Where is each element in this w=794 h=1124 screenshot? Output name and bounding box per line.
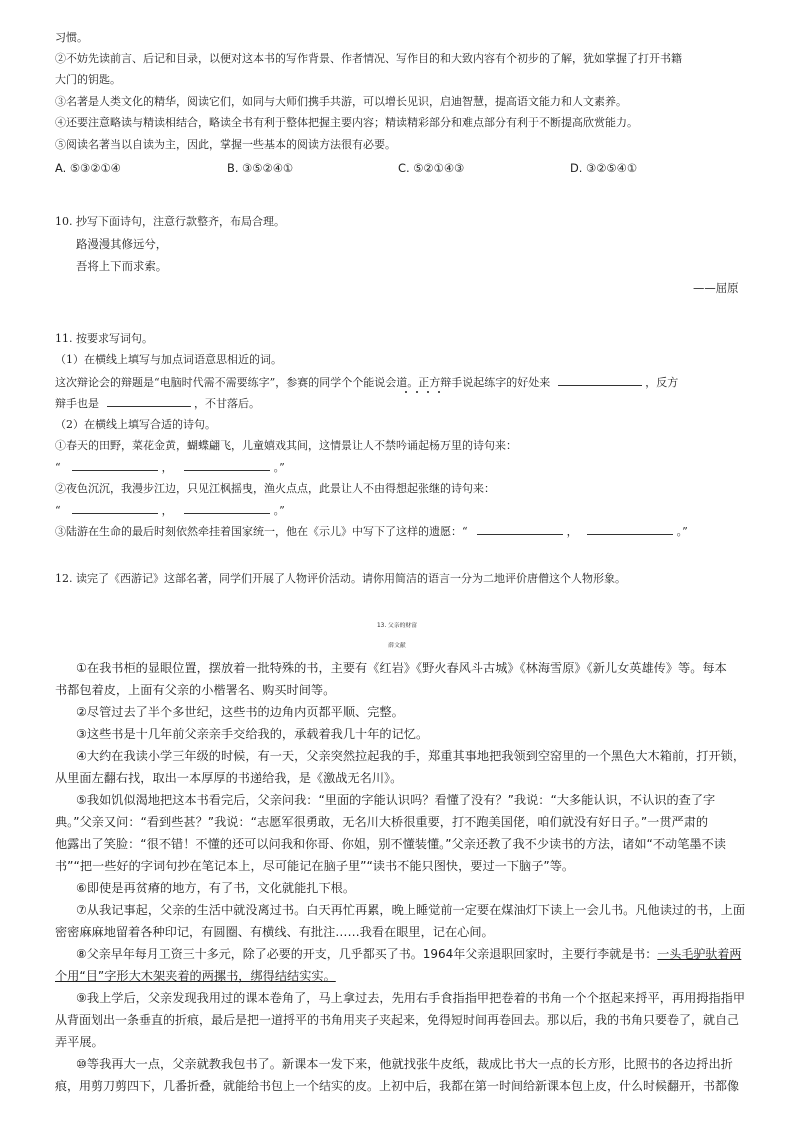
para-4-cont: 从里面左翻右找，取出一本厚厚的书递给我，是《激战无名川》。: [55, 771, 403, 785]
para-8-text: ⑧父亲早年每月工资三十多元，除了必要的开支，几乎都买了书。1964年父亲退职回家时，主要行李就是书：: [76, 947, 658, 961]
q11-sentence-tail-2: ，不甘落后。: [194, 397, 260, 410]
statement-3: ③名著是人类文化的精华，阅读它们，如同与大师们携手共游，可以增长见识，启迪智慧，提高语文能力和人文素养。: [55, 95, 627, 108]
para-1-cont: 书都包着皮，上面有父亲的小楷署名、购买时间等。: [55, 683, 336, 697]
q11-sentence-tail: ，反方: [645, 376, 679, 389]
q11-part1-sentence-2: [55, 395, 260, 412]
option-d[interactable]: D. ③②⑤④①: [570, 161, 638, 175]
q11-sentence-text-2: 辩手也是: [55, 397, 99, 410]
poem-line-2: 吾将上下而求索。: [76, 259, 168, 273]
answer-blank-6[interactable]: [184, 502, 270, 514]
prompt-3-text: ③陆游在生命的最后时刻依然牵挂着国家统一，他在《示儿》中写下了这样的遗愿：“: [55, 525, 468, 538]
para-5: ⑤我如饥似渴地把这本书看完后，父亲问我：“里面的字能认识吗？看懂了没有？”我说：“大多能认识，不认识的查了字: [76, 793, 716, 807]
answer-blank-5[interactable]: [72, 502, 158, 514]
para-3: ③这些书是十几年前父亲亲手交给我的，承载着我几十年的记忆。: [76, 727, 429, 741]
answer-blank-7[interactable]: [477, 523, 563, 535]
para-9: ⑨我上学后，父亲发现我用过的课本卷角了，马上拿过去，先用右手食指指甲把卷着的书角一个个抠起来捋平，再用拇指指甲: [76, 991, 746, 1005]
statement-2-cont: 大门的钥匙。: [55, 73, 121, 86]
poem-prompt-2: ②夜色沉沉，我漫步江边，只见江枫摇曳，渔火点点，此景让人不由得想起张继的诗句来：: [55, 482, 495, 495]
emphasis-dot: [438, 391, 440, 393]
option-c[interactable]: C. ⑤②①④③: [398, 161, 465, 175]
comma: ，: [161, 461, 173, 474]
answer-blank-8[interactable]: [587, 523, 673, 535]
q11-part1: （1）在横线上填写与加点词语意思相近的词。: [55, 353, 282, 366]
quote-close: 。”: [273, 461, 285, 474]
q10-stem: 10. 抄写下面诗句，注意行款整齐，布局合理。: [55, 215, 285, 228]
para-9-cont-2: 弄平展。: [55, 1035, 104, 1049]
para-2: ②尽管过去了半个多世纪，这些书的边角内页都平顺、完整。: [76, 705, 404, 719]
para-1: ①在我书柜的显眼位置，摆放着一批特殊的书，主要有《红岩》《野火春风斗古城》《林海雪原》《新儿女英雄传》等。每本: [76, 661, 727, 675]
statement-4: ④还要注意略读与精读相结合，略读全书有利于整体把握主要内容；精读精彩部分和难点部分有利于不断提高欣赏能力。: [55, 116, 638, 129]
para-5-cont-2: 他露出了笑脸：“很不错！不懂的还可以问我和你哥、你姐，别不懂装懂。”父亲还教了我不少读书的方法，诸如“不动笔墨不读: [55, 837, 726, 851]
quote-close: 。”: [273, 504, 285, 517]
answer-blank-3[interactable]: [72, 459, 158, 471]
answer-blank-4[interactable]: [184, 459, 270, 471]
statement-5: ⑤阅读名著当以自读为主，因此，掌握一些基本的阅读方法很有必要。: [55, 138, 396, 151]
option-a[interactable]: A. ⑤③②①④: [55, 161, 121, 175]
para-10: ⑩等我再大一点，父亲就教我包书了。新课本一发下来，他就找张牛皮纸，裁成比书大一点的长方形，比照书的各边捋出折: [76, 1057, 733, 1071]
quote-close: 。”: [676, 525, 688, 538]
para-8: [76, 946, 741, 962]
quote-mark: “: [55, 504, 61, 517]
para-7: ⑦从我记事起，父亲的生活中就没离过书。白天再忙再累，晚上睡觉前一定要在煤油灯下读上一会儿书。凡他读过的书，上面: [76, 903, 746, 917]
continuation-line: 习惯。: [55, 31, 88, 44]
poem-prompt-3: [55, 523, 688, 540]
comma: ，: [566, 525, 578, 538]
para-9-cont-1: 从背面划出一条垂直的折痕，最后是把一道捋平的书角用夹子夹起来，免得短时间再卷回去。那以后，我的书角只要卷了，就自己: [55, 1013, 740, 1027]
poem-author: ——屈原: [693, 281, 739, 295]
option-b[interactable]: B. ③⑤②④①: [227, 161, 294, 175]
answer-blank-2[interactable]: [107, 395, 191, 407]
q12-stem: 12. 读完了《西游记》这部名著，同学们开展了人物评价活动。请你用简洁的语言一分为二地评价唐僧这个人物形象。: [55, 572, 626, 585]
para-7-cont: 密密麻麻地留着各种印记，有圆圈、有横线、有批注……我看在眼里，记在心间。: [55, 925, 494, 939]
para-6: ⑥即使是再贫瘠的地方，有了书，文化就能扎下根。: [76, 881, 356, 895]
comma: ，: [161, 504, 173, 517]
q13-author: 薛文献: [388, 643, 406, 649]
para-8-underlined-cont: 个用“目”字形大木架夹着的两摞书，绑得结结实实。: [55, 969, 336, 983]
poem-line-1: 路漫漫其修远兮，: [76, 237, 168, 251]
para-8-underlined: 一头毛驴驮着两: [657, 947, 742, 961]
para-5-cont-3: 书”“把一些好的字词句抄在笔记本上，尽可能记在脑子里”“读书不能只图快，要过一下脑子”等。: [55, 859, 575, 873]
q11-part2: （2）在横线上填写合适的诗句。: [55, 418, 216, 431]
poem-blanks-1: [55, 459, 285, 476]
answer-blank-1[interactable]: [558, 374, 642, 386]
q11-stem: 11. 按要求写词句。: [55, 332, 153, 345]
para-10-cont: 痕，用剪刀剪四下，几番折叠，就能给书包上一个结实的皮。上初中后，我都在第一时间给新课本包上皮，什么时候翻开，书都像: [55, 1079, 740, 1093]
para-5-cont-1: 典。”父亲又问：“看到些甚？”我说：“志愿军很勇敢，无名川大桥很重要，打不跑美国佬，咱们就没有好日子。”一贯严肃的: [55, 815, 709, 829]
emphasis-dot: [416, 391, 418, 393]
para-4: ④大约在我读小学三年级的时候，有一天，父亲突然拉起我的手，郑重其事地把我领到空窑里的一个黑色大木箱前，打开锁，: [76, 749, 746, 763]
quote-mark: “: [55, 461, 61, 474]
poem-blanks-2: [55, 502, 285, 519]
emphasis-dot: [405, 391, 407, 393]
statement-2: ②不妨先读前言、后记和目录，以便对这本书的写作背景、作者情况、写作目的和大致内容有个初步的了解，犹如掌握了打开书籍: [55, 52, 682, 65]
poem-prompt-1: ①春天的田野，菜花金黄，蝴蝶翩飞，儿童嬉戏其间，这情景让人不禁吟诵起杨万里的诗句来：: [55, 439, 517, 452]
q11-part1-sentence: [55, 374, 678, 391]
emphasis-dot: [427, 391, 429, 393]
q13-title: 13. 父亲的财富: [376, 623, 418, 629]
q11-sentence-text: 这次辩论会的辩题是“电脑时代需不需要练字”，参赛的同学个个能说会道。正方辩手说起练字的好处来: [55, 376, 551, 389]
